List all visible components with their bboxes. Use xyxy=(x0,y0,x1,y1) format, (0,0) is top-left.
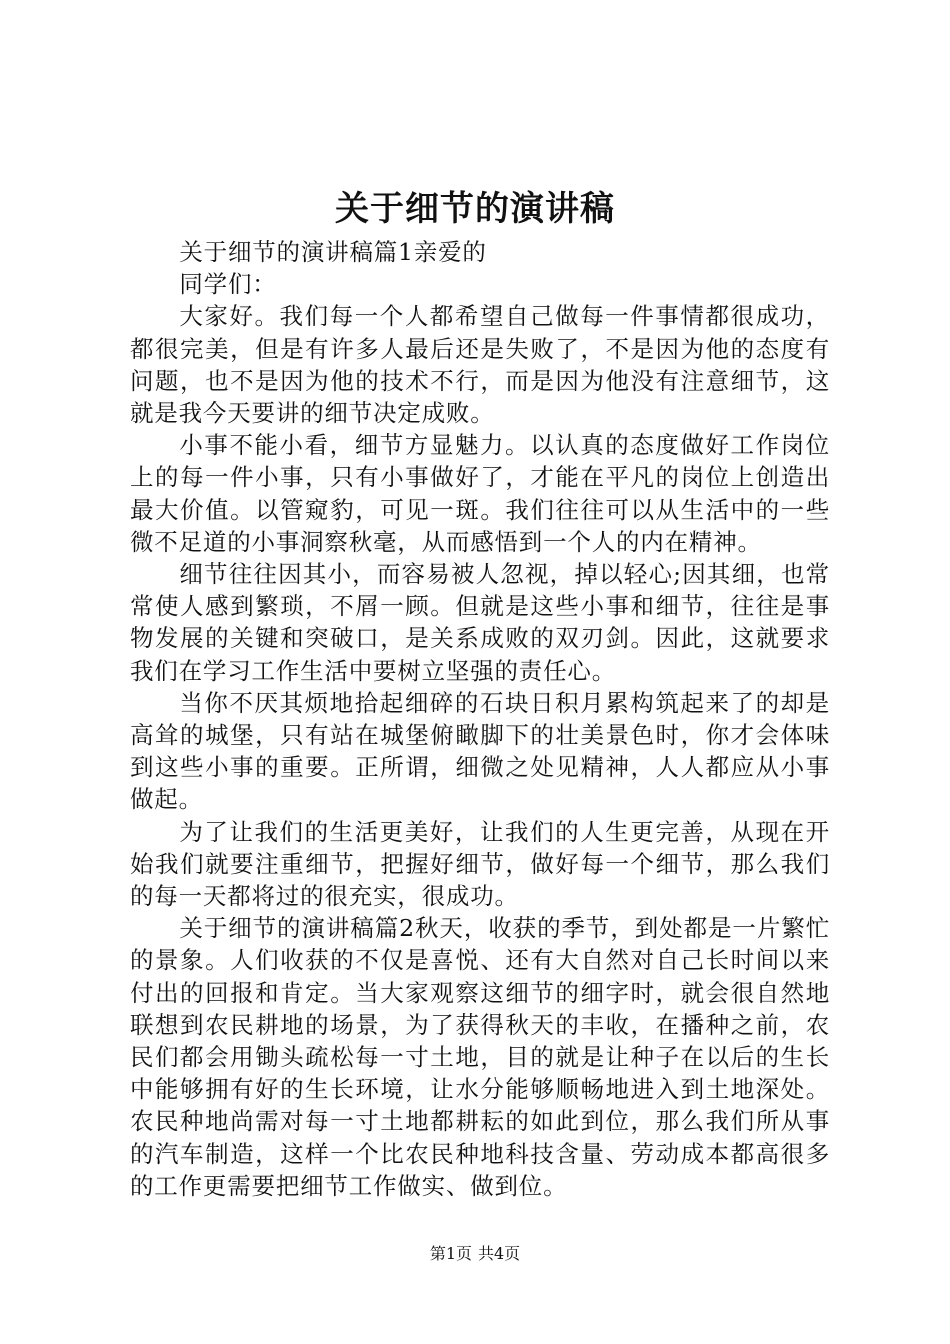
paragraph-closing: 为了让我们的生活更美好，让我们的人生更完善，从现在开始我们就要注重细节，把握好细节，做好每一个细节，那么我们的每一天都将过的很充实，很成功。 xyxy=(130,817,830,911)
paragraph-speech-2: 关于细节的演讲稿篇2秋天，收获的季节，到处都是一片繁忙的景象。人们收获的不仅是喜悦、还有大自然对自己长时间以来付出的回报和肯定。当大家观察这细节的细字时，就会很自然地联想到农民耕地的场景，为了获得秋天的丰收，在播种之前，农民们都会用锄头疏松每一寸土地，目的就是让种子在以后的生长中能够拥有好的生长环境，让水分能够顺畅地进入到土地深处。农民种地尚需对每一寸土地都耕耘的如此到位，那么我们所从事的汽车制造，这样一个比农民种地科技含量、劳动成本都高很多的工作更需要把细节工作做实、做到位。 xyxy=(130,914,830,1200)
document-title: 关于细节的演讲稿 xyxy=(335,189,615,229)
page-number: 第1页 xyxy=(429,1244,472,1263)
paragraph-opening: 大家好。我们每一个人都希望自己做每一件事情都很成功，都很完美，但是有许多人最后还是失败了，不是因为他的态度有问题，也不是因为他的技术不行，而是因为他没有注意细节，这就是我今天要讲的细节决定成败。 xyxy=(130,302,830,428)
paragraph-intro-heading: 关于细节的演讲稿篇1亲爱的 xyxy=(179,238,487,266)
page-footer xyxy=(0,1244,950,1264)
page-total: 共4页 xyxy=(478,1244,521,1263)
document-body xyxy=(130,236,830,1202)
paragraph-salutation: 同学们： xyxy=(179,270,277,299)
paragraph-small-things: 小事不能小看，细节方显魅力。以认真的态度做好工作岗位上的每一件小事，只有小事做好了，才能在平凡的岗位上创造出最大价值。以管窥豹，可见一斑。我们往往可以从生活中的一些微不足道的小事洞察秋毫，从而感悟到一个人的内在精神。 xyxy=(130,431,830,556)
paragraph-castle: 当你不厌其烦地拾起细碎的石块日积月累构筑起来了的却是高耸的城堡，只有站在城堡俯瞰脚下的壮美景色时，你才会体味到这些小事的重要。正所谓，细微之处见精神，人人都应从小事做起。 xyxy=(130,688,830,814)
paragraph-details-overlooked: 细节往往因其小，而容易被人忽视，掉以轻心;因其细，也常常使人感到繁琐，不屑一顾。但就是这些小事和细节，往往是事物发展的关键和突破口，是关系成败的双刃剑。因此，这就要求我们在学习工作生活中要树立坚强的责任心。 xyxy=(130,560,830,685)
